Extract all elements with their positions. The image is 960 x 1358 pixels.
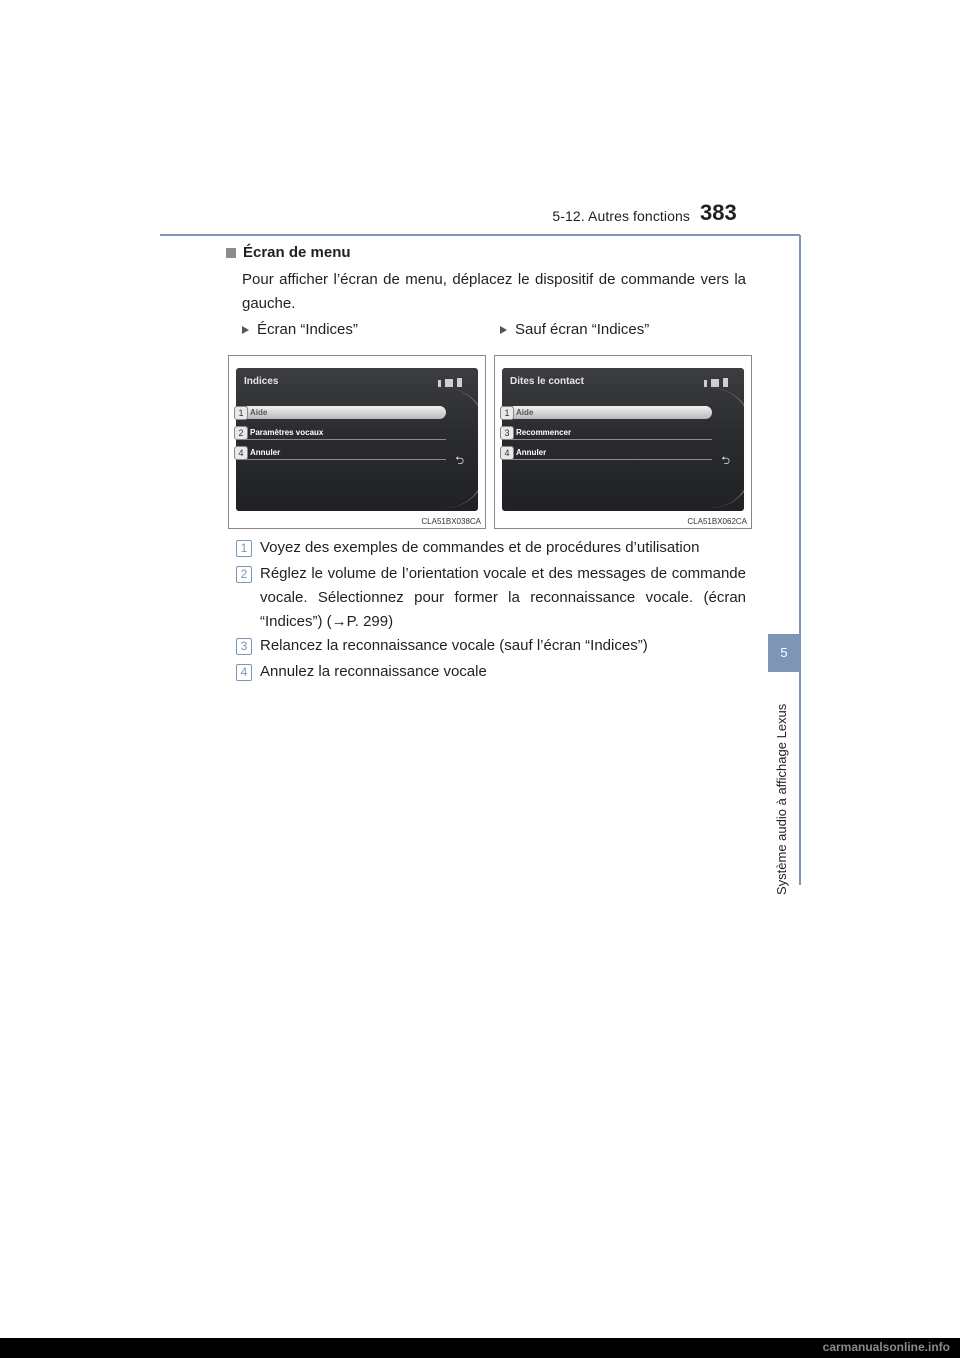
menu-row-help: Aide [242,406,446,419]
watermark: carmanualsonline.info [822,1340,950,1354]
signal-icon [445,379,453,387]
callout-number: 4 [234,446,248,460]
item-text: Réglez le volume de l’orientation vocale et des messages de commande vocale. Sélectionnez pour former la reconnaissance vocale. (écran “Indices”) (→P. 299) [260,565,746,630]
phone-icon [704,380,707,387]
display-screen [502,368,744,511]
menu-row-voice-settings: Paramètres vocaux [242,426,446,440]
back-icon: ⮌ [455,455,464,467]
display-screen [236,368,478,511]
callout-number: 1 [234,406,248,420]
back-icon: ⮌ [721,455,730,467]
scroll-arc [711,388,744,508]
item-number: 2 [236,566,252,583]
callout-number: 2 [234,426,248,440]
item-text: Relancez la reconnaissance vocale (sauf l’écran “Indices”) [260,637,648,654]
status-icons [704,377,734,387]
triangle-bullet-icon [500,326,507,334]
callout-number: 3 [500,426,514,440]
phone-icon [438,380,441,387]
battery-icon [723,378,728,387]
signal-icon [711,379,719,387]
screenshot-except-indices [494,355,752,529]
item-text: Annulez la reconnaissance vocale [260,663,487,680]
side-rule [799,235,801,885]
battery-icon [457,378,462,387]
callout-number: 1 [500,406,514,420]
menu-row-cancel: Annuler [242,446,446,460]
menu-heading [226,244,351,261]
caption-text: Sauf écran “Indices” [515,321,650,338]
screen-title: Indices [244,376,279,387]
triangle-bullet-icon [242,326,249,334]
chapter-tab: 5 [768,634,800,672]
intro-paragraph: Pour afficher l’écran de menu, déplacez le dispositif de commande vers la gauche. [242,271,746,312]
scroll-arc [445,388,478,508]
heading-text: Écran de menu [243,244,351,261]
chapter-title: Système audio à affichage Lexus [774,703,789,895]
menu-row-cancel: Annuler [508,446,712,460]
section-title: 5-12. Autres fonctions [552,208,690,224]
screenshot-indices [228,355,486,529]
item-number: 4 [236,664,252,681]
menu-row-help: Aide [508,406,712,419]
screen-title: Dites le contact [510,376,584,387]
square-bullet-icon [226,248,236,258]
footer-bar [0,1338,960,1358]
item-text: Voyez des exemples de commandes et de procédures d’utilisation [260,539,700,556]
item-number: 1 [236,540,252,557]
image-code: CLA51BX038CA [421,517,481,526]
menu-row-restart: Recommencer [508,426,712,440]
page-number: 383 [700,200,737,225]
caption-except-indices [500,321,649,338]
item-number: 3 [236,638,252,655]
header-rule [160,234,800,236]
caption-indices [242,321,358,338]
caption-text: Écran “Indices” [257,321,358,338]
image-code: CLA51BX062CA [687,517,747,526]
callout-number: 4 [500,446,514,460]
status-icons [438,377,468,387]
